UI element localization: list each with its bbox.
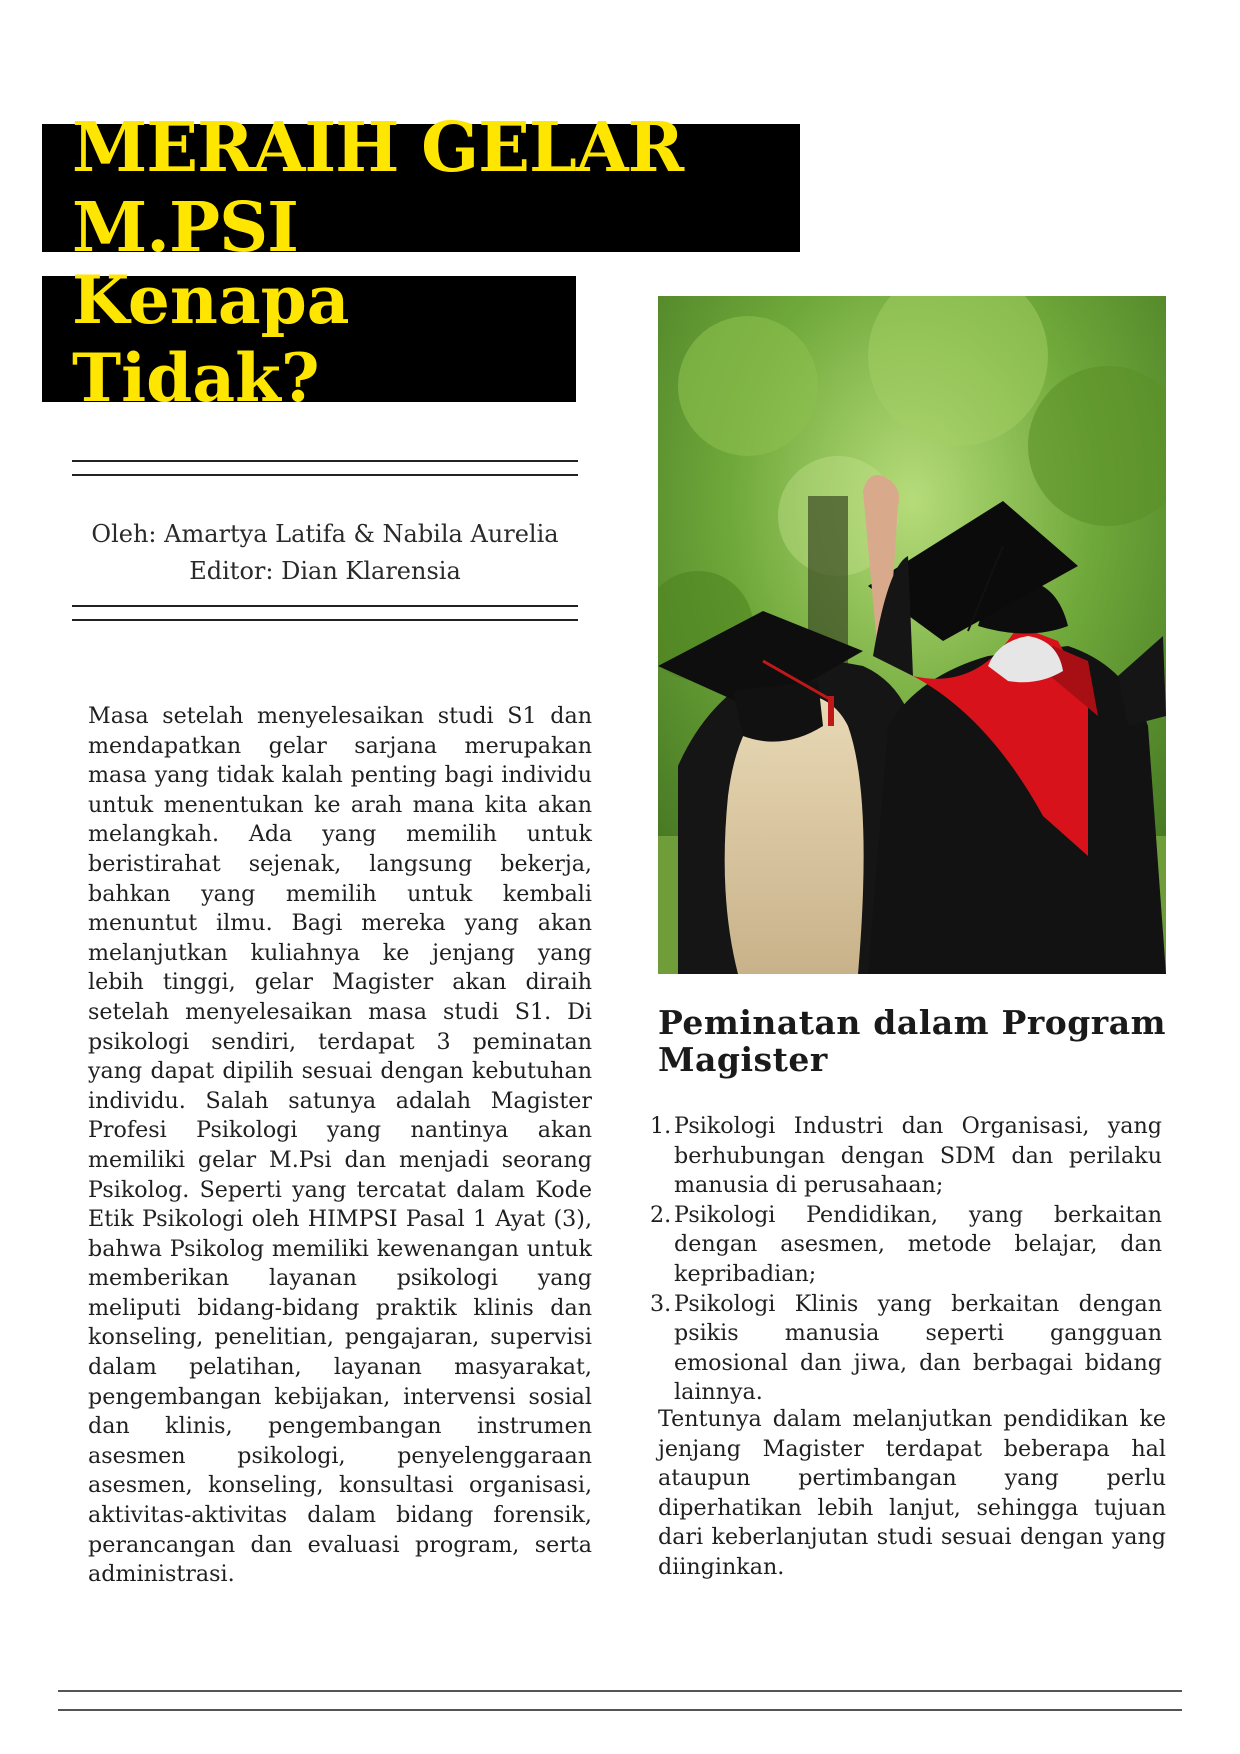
list-item-number: 2. (650, 1201, 672, 1228)
byline-editor: Editor: Dian Klarensia (189, 557, 461, 585)
headline-subtitle-text: Kenapa Tidak? (72, 261, 350, 417)
section-heading-word1: Peminatan (658, 1003, 861, 1042)
section-heading-word3: Program (1001, 1003, 1166, 1042)
list-item (650, 1112, 1162, 1201)
byline (72, 516, 578, 590)
article-body-left: Masa setelah menyelesaikan studi S1 dan mendapatkan gelar sarjana merupakan masa yang tidak kalah penting bagi individu untuk menentukan ke arah mana kita akan melangkah. Ada yang memilih untuk beristirahat sejenak, langsung bekerja, bahkan yang memilih untuk kembali menuntut ilmu. Bagi mereka yang akan melanjutkan kuliahnya ke jenjang yang lebih tinggi, gelar Magister akan diraih setelah menyelesaikan masa studi S1. Di psikologi sendiri, terdapat 3 peminatan yang dapat dipilih sesuai dengan kebutuhan individu. Salah satunya adalah Magister Profesi Psikologi yang nantinya akan memiliki gelar M.Psi dan menjadi seorang Psikolog. Seperti yang tercatat dalam Kode Etik Psikologi oleh HIMPSI Pasal 1 Ayat (3), bahwa Psikolog memiliki kewenangan untuk memberikan layanan psikologi yang meliputi bidang-bidang praktik klinis dan konseling, penelitian, pengajaran, supervisi dalam pelatihan, layanan masyarakat, pengembangan kebijakan, intervensi sosial dan klinis, pengembangan instrumen asesmen psikologi, penyelenggaraan asesmen, konseling, konsultasi organisasi, aktivitas-aktivitas dalam bidang forensik, perancangan dan evaluasi program, serta administrasi. (88, 703, 592, 1588)
headline-title-text: MERAIH GELAR M.PSI (72, 108, 684, 268)
footer-divider (58, 1690, 1182, 1711)
list-item (650, 1201, 1162, 1290)
article-body-right: Tentunya dalam melanjutkan pendidikan ke jenjang Magister terdapat beberapa hal ataupun pertimbangan yang perlu diperhatikan lebih lanjut, sehingga tujuan dari keberlanjutan studi sesuai dengan yang diinginkan. (658, 1406, 1166, 1580)
byline-rule-top (72, 460, 578, 476)
headline-subtitle (42, 261, 576, 417)
list-item-text: Psikologi Industri dan Organisasi, yang berhubungan dengan SDM dan perilaku manusia di perusahaan; (674, 1113, 1162, 1199)
graduation-photo (658, 296, 1166, 974)
section-heading (658, 1004, 1166, 1078)
list-item-number: 3. (650, 1290, 672, 1317)
list-item (650, 1290, 1162, 1408)
list-item-text: Psikologi Klinis yang berkaitan dengan psikis manusia seperti gangguan emosional dan jiwa, dan berbagai bidang lainnya. (674, 1290, 1162, 1406)
list-item-number: 1. (650, 1113, 672, 1139)
headline-title (42, 108, 800, 268)
specialization-list (650, 1112, 1162, 1408)
section-heading-word2: dalam (873, 1003, 990, 1042)
section-heading-line2: Magister (658, 1040, 828, 1079)
list-item-text: Psikologi Pendidikan, yang berkaitan dengan asesmen, metode belajar, dan kepribadian; (674, 1201, 1162, 1287)
byline-rule-bottom (72, 605, 578, 621)
byline-authors: Oleh: Amartya Latifa & Nabila Aurelia (91, 520, 559, 548)
